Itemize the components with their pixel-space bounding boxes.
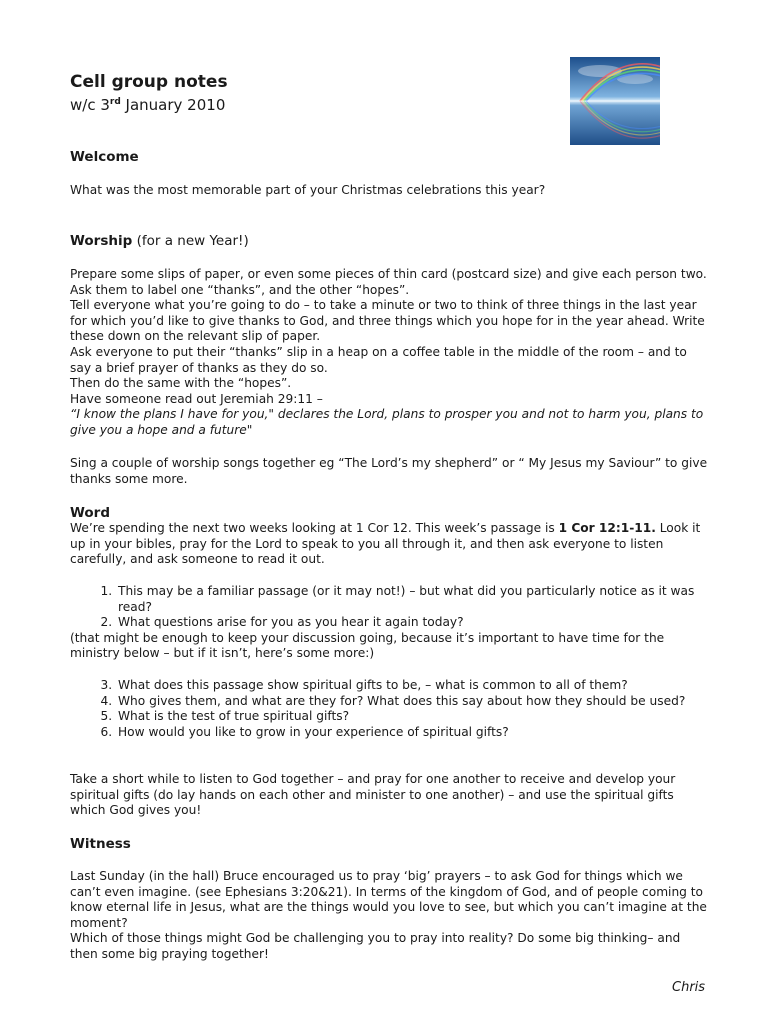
worship-section	[70, 233, 710, 249]
document-subtitle	[70, 93, 225, 114]
document-title: Cell group notes	[70, 72, 228, 92]
question-item: 6. How would you like to grow in your experience of spiritual gifts?	[116, 725, 710, 741]
worship-sing-text: Sing a couple of worship songs together eg “The Lord’s my shepherd” or “ My Jesus my Saviour” to give thanks some more.	[70, 456, 708, 486]
subtitle-ordinal: rd	[109, 97, 121, 107]
word-section	[70, 505, 710, 568]
welcome-section	[70, 149, 710, 165]
word-intro	[70, 521, 710, 568]
question-item: 4. Who gives them, and what are they for? What does this say about how they should be used?	[116, 694, 710, 710]
word-closing-text: Take a short while to listen to God together – and pray for one another to receive and develop your spiritual gifts (do lay hands on each other and minister to one another) – and use the spiritual gifts which God gives you!	[70, 772, 676, 818]
worship-line: Prepare some slips of paper, or even some pieces of thin card (postcard size) and give each person two. Ask them to label one “thanks”, and the other “hopes”.	[70, 267, 707, 297]
word-heading: Word	[70, 505, 111, 521]
worship-line: Tell everyone what you’re going to do – to take a minute or two to think of three things in the last year for which you’d like to give thanks to God, and three things which you hope for in the year ahead. Write these down on the relevant slip of paper.	[70, 298, 705, 344]
word-intro-pre: We’re spending the next two weeks looking at 1 Cor 12. This week’s passage is	[70, 521, 559, 535]
question-list-a	[70, 584, 710, 631]
welcome-body	[70, 183, 710, 199]
worship-line: Then do the same with the “hopes”.	[70, 376, 292, 391]
worship-heading-text: Worship	[70, 233, 133, 249]
word-questions-b	[70, 678, 710, 740]
jeremiah-quote	[70, 407, 710, 438]
subtitle-suffix: January 2010	[120, 96, 226, 114]
question-item: 2. What questions arise for you as you hear it again today?	[116, 615, 710, 631]
worship-heading	[70, 233, 710, 249]
question-list-b	[70, 678, 710, 740]
question-item: 3. What does this passage show spiritual gifts to be, – what is common to all of them?	[116, 678, 710, 694]
witness-para: Last Sunday (in the hall) Bruce encouraged us to pray ‘big’ prayers – to ask God for things which we can’t even imagine. (see Ephesians 3:20&21). In terms of the kingdom of God, and of people coming to know eternal life in Jesus, what are the things would you love to see, but which you can’t imagine at the moment?	[70, 869, 707, 930]
word-intro-post: Look it up in your bibles, pray for the Lord to speak to you all through it, and then ask everyone to listen carefully, and ask someone to read it out.	[70, 521, 701, 567]
worship-heading-paren: (for a new Year!)	[132, 233, 249, 249]
witness-para: Which of those things might God be challenging you to pray into reality? Do some big thinking– and then some big praying together!	[70, 931, 681, 961]
question-item: 1. This may be a familiar passage (or it may not!) – but what did you particularly notice as it was read?	[116, 584, 710, 615]
welcome-heading: Welcome	[70, 149, 139, 165]
word-questions-a	[70, 584, 710, 662]
worship-line: Ask everyone to put their “thanks” slip in a heap on a coffee table in the middle of the room – and to say a brief prayer of thanks as they do so.	[70, 344, 687, 375]
witness-heading: Witness	[70, 836, 131, 852]
word-closing	[70, 772, 710, 819]
worship-line: Have someone read out Jeremiah 29:11 –	[70, 391, 323, 406]
welcome-question: What was the most memorable part of your Christmas celebrations this year?	[70, 183, 546, 197]
witness-section	[70, 836, 710, 852]
word-bridge: (that might be enough to keep your discussion going, because it’s important to have time for the ministry below – but if it isn’t, here’s some more:)	[70, 630, 665, 661]
rainbow-ocean-image	[570, 57, 660, 145]
subtitle-prefix: w/c 3	[70, 96, 110, 114]
jeremiah-quote-text: “I know the plans I have for you," declares the Lord, plans to prosper you and not to harm you, plans to give you a hope and a future"	[70, 407, 704, 437]
witness-body	[70, 869, 710, 963]
signature: Chris	[672, 980, 706, 995]
word-passage-ref: 1 Cor 12:1-11.	[558, 521, 656, 535]
worship-sing	[70, 456, 710, 487]
worship-body	[70, 267, 710, 439]
question-item: 5. What is the test of true spiritual gifts?	[116, 709, 710, 725]
